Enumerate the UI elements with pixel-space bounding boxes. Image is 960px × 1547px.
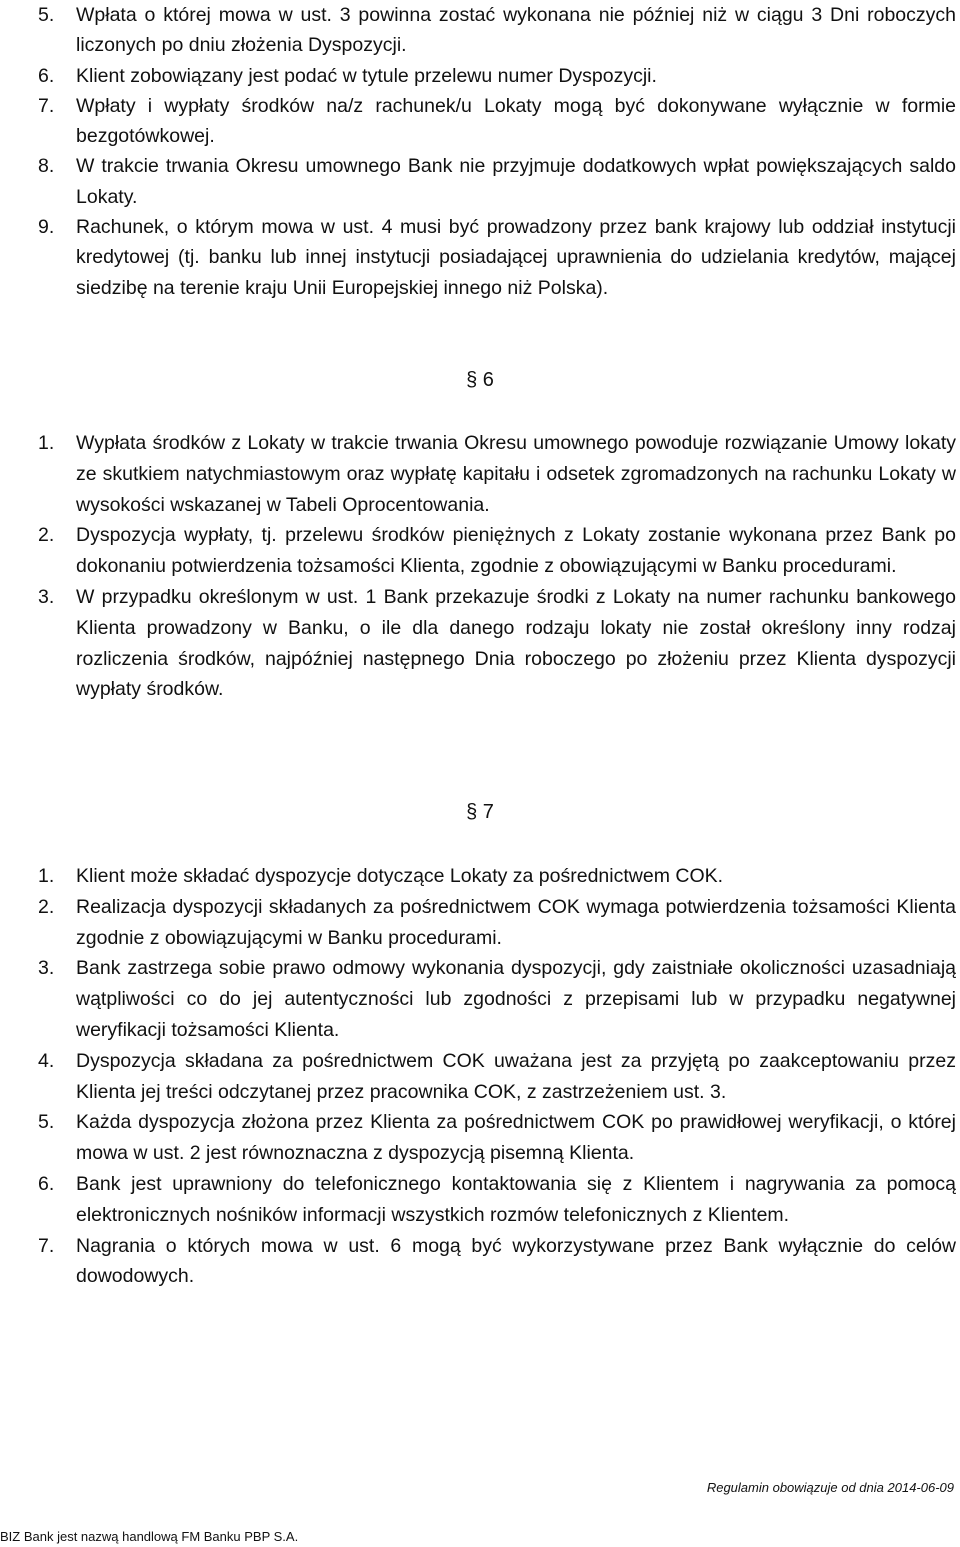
list-item bbox=[38, 91, 956, 152]
item-text: Wypłata środków z Lokaty w trakcie trwania Okresu umownego powoduje rozwiązanie Umowy lokaty ze skutkiem natychmiastowym oraz wypłatę kapitału i odsetek zgromadzonych na rachunku Lokaty w wysokości wskazanej w Tabeli Oprocentowania. bbox=[76, 432, 956, 516]
section-6 bbox=[38, 428, 956, 705]
list-item bbox=[38, 61, 956, 91]
item-text: Klient zobowiązany jest podać w tytule przelewu numer Dyspozycji. bbox=[76, 64, 657, 87]
item-number: 3. bbox=[38, 585, 55, 608]
list-item bbox=[38, 1046, 956, 1108]
list-item bbox=[38, 520, 956, 582]
item-text: Nagrania o których mowa w ust. 6 mogą być wykorzystywane przez Bank wyłącznie do celów dowodowych. bbox=[76, 1234, 956, 1288]
section-a-list bbox=[38, 0, 956, 303]
item-number: 5. bbox=[38, 1111, 55, 1134]
item-number: 2. bbox=[38, 524, 55, 547]
item-number: 8. bbox=[38, 155, 55, 178]
item-number: 3. bbox=[38, 957, 55, 980]
item-number: 6. bbox=[38, 64, 55, 87]
list-item bbox=[38, 0, 956, 61]
item-text: Każda dyspozycja złożona przez Klienta za pośrednictwem COK po prawidłowej weryfikacji, o której mowa w ust. 2 jest równoznaczna z dyspozycją pisemną Klienta. bbox=[76, 1111, 956, 1165]
item-text: Realizacja dyspozycji składanych za pośrednictwem COK wymaga potwierdzenia tożsamości Klienta zgodnie z obowiązującymi w Banku procedurami. bbox=[76, 895, 956, 949]
item-text: W trakcie trwania Okresu umownego Bank nie przyjmuje dodatkowych wpłat powiększających saldo Lokaty. bbox=[76, 155, 956, 208]
item-text: Dyspozycja wypłaty, tj. przelewu środków pieniężnych z Lokaty zostanie wykonana przez Bank po dokonaniu potwierdzenia tożsamości Klienta, zgodnie z obowiązującymi w Banku procedurami. bbox=[76, 524, 956, 578]
item-text: Wpłaty i wypłaty środków na/z rachunek/u Lokaty mogą być dokonywane wyłącznie w formie bezgotówkowej. bbox=[76, 94, 956, 148]
list-item bbox=[38, 861, 956, 892]
item-number: 2. bbox=[38, 895, 55, 918]
list-item bbox=[38, 1169, 956, 1231]
item-number: 1. bbox=[38, 865, 55, 887]
section-a bbox=[38, 0, 956, 303]
item-text: W przypadku określonym w ust. 1 Bank przekazuje środki z Lokaty na numer rachunku bankowego Klienta prowadzony w Banku, o ile dla danego rodzaju lokaty nie został określony inny rodzaj rozliczenia środków, najpóźniej następnego Dnia roboczego po złożeniu przez Klienta dyspozycji wypłaty środków. bbox=[76, 585, 956, 701]
item-number: 7. bbox=[38, 1234, 55, 1257]
item-text: Bank jest uprawniony do telefonicznego kontaktowania się z Klientem i nagrywania za pomocą elektronicznych nośników informacji wszystkich rozmów telefonicznych z Klientem. bbox=[76, 1172, 956, 1226]
item-number: 7. bbox=[38, 94, 55, 117]
item-text: Rachunek, o którym mowa w ust. 4 musi być prowadzony przez bank krajowy lub oddział instytucji kredytowej (tj. banku lub innej instytucji posiadającej uprawnienia do udzielania kredytów, mającej siedzibę na terenie kraju Unii Europejskiej innego niż Polska). bbox=[76, 216, 956, 299]
list-item bbox=[38, 212, 956, 303]
item-text: Klient może składać dyspozycje dotyczące Lokaty za pośrednictwem COK. bbox=[76, 865, 724, 887]
list-item bbox=[38, 953, 956, 1045]
item-number: 6. bbox=[38, 1172, 55, 1195]
item-text: Dyspozycja składana za pośrednictwem COK uważana jest za przyjętą po zaakceptowaniu przez Klienta jej treści odczytanej przez pracownika COK, z zastrzeżeniem ust. 3. bbox=[76, 1049, 956, 1103]
item-number: 9. bbox=[38, 216, 55, 239]
list-item bbox=[38, 1231, 956, 1293]
footer-brand-note: BIZ Bank jest nazwą handlową FM Banku PBP S.A. bbox=[0, 1529, 299, 1544]
item-text: Bank zastrzega sobie prawo odmowy wykonania dyspozycji, gdy zaistniałe okoliczności uzasadniają wątpliwości co do jej autentyczności lub zgodności z przepisami lub w przypadku negatywnej weryfikacji tożsamości Klienta. bbox=[76, 957, 956, 1041]
section-7 bbox=[38, 861, 956, 1292]
item-text: Wpłata o której mowa w ust. 3 powinna zostać wykonana nie później niż w ciągu 3 Dni roboczych liczonych po dniu złożenia Dyspozycji. bbox=[76, 4, 956, 57]
item-number: 4. bbox=[38, 1049, 55, 1072]
section-7-title: § 7 bbox=[466, 801, 494, 823]
list-item bbox=[38, 892, 956, 954]
list-item bbox=[38, 1107, 956, 1169]
list-item bbox=[38, 582, 956, 705]
list-item bbox=[38, 428, 956, 520]
list-item bbox=[38, 151, 956, 212]
item-number: 5. bbox=[38, 4, 55, 26]
section-6-list bbox=[38, 428, 956, 705]
section-6-title: § 6 bbox=[466, 369, 494, 391]
item-number: 1. bbox=[38, 432, 55, 454]
section-7-list bbox=[38, 861, 956, 1292]
footer-effective-date: Regulamin obowiązuje od dnia 2014-06-09 bbox=[706, 1480, 954, 1495]
